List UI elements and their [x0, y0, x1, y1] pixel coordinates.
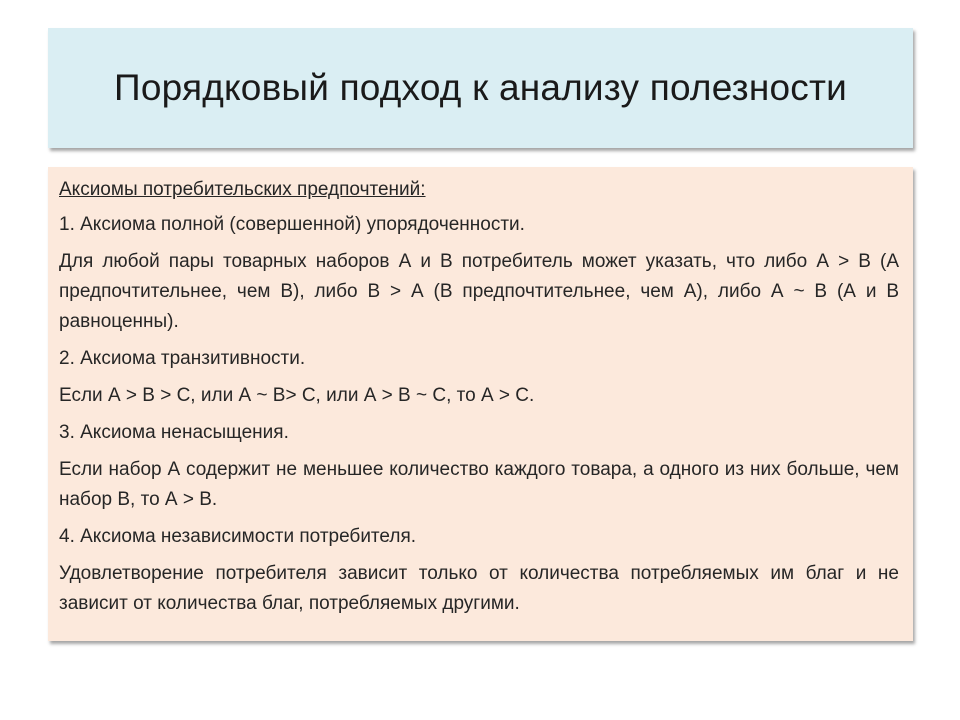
axiom-2-title: 2. Аксиома транзитивности. [59, 348, 306, 369]
slide-title: Порядковый подход к анализу полезности [114, 67, 847, 108]
axiom-3-title: 3. Аксиома ненасыщения. [59, 422, 289, 443]
axiom-4-title: 4. Аксиома независимости потребителя. [59, 526, 417, 547]
axiom-4-text: Удовлетворение потребителя зависит только от количества потребляемых им благ и не зависит от количества благ, потребляемых другими. [59, 563, 899, 614]
axiom-1-text: Для любой пары товарных наборов А и В потребитель может указать, что либо А > В (А предпочтительнее, чем В), либо В > А (В предпочтительнее, чем А), либо А ~ В (А и В равноценны). [59, 251, 899, 332]
axiom-2-text: Если А > В > С, или А ~ В> С, или А > В ~ С, то А > С. [59, 385, 535, 406]
axioms-heading: Аксиомы потребительских предпочтений: [59, 179, 426, 200]
axiom-3-text: Если набор А содержит не меньшее количество каждого товара, а одного из них больше, чем набор В, то А > В. [59, 459, 899, 510]
axiom-1-title: 1. Аксиома полной (совершенной) упорядоченности. [59, 214, 525, 235]
content-box [48, 167, 913, 641]
title-box [48, 28, 913, 148]
